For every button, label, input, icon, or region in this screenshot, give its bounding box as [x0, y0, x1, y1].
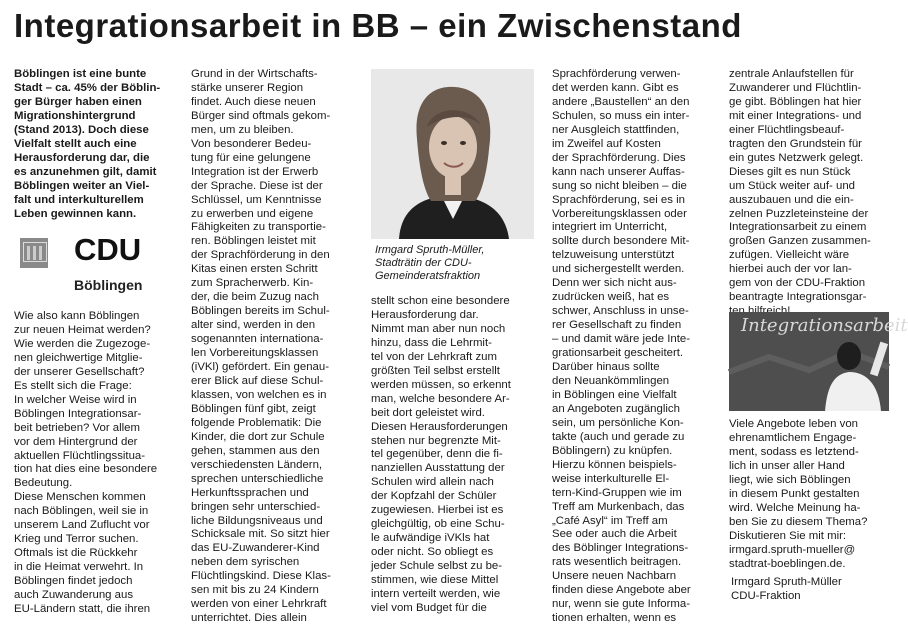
text-line: takte (auch und gerade zu — [552, 430, 685, 443]
text-line: unserem Land Zuflucht vor — [14, 519, 150, 532]
text-line: der Sprachförderung in den — [191, 249, 330, 262]
text-line: zelnen Puzzleteinsteine der — [729, 207, 869, 220]
text-line: nanziellen Ausstattung der — [371, 462, 505, 475]
text-line: der, die beim Zuzug nach — [191, 291, 319, 304]
text-line: Böblingen findet jedoch — [14, 575, 133, 588]
text-line: unterrichtet. Dies allein — [191, 612, 307, 625]
text-line: Es stellt sich die Frage: — [14, 379, 132, 392]
text-line: In welcher Weise wird in — [14, 393, 137, 406]
text-line: Fähigkeiten zu transportie- — [191, 221, 326, 234]
text-line: gleichgültig, ob eine Schu- — [371, 518, 505, 531]
page-title: Integrationsarbeit in BB – ein Zwischenstand — [14, 7, 742, 44]
text-line: ren. Böblingen leistet mit — [191, 235, 316, 248]
text-line: der Sprache. Diese ist der — [191, 179, 323, 192]
text-line: intern verteilt werden, wie — [371, 588, 501, 601]
text-line: des Böblinger Integrations- — [552, 542, 689, 555]
text-line: viel vom Budget für die — [371, 601, 487, 614]
text-line: Wie werden die Zugezoge- — [14, 337, 151, 350]
text-line: det werden kann. Gibt es — [552, 81, 679, 94]
text-line: Schicksale mit. So sitzt hier — [191, 528, 330, 541]
text-line: Schulen wird allein nach — [371, 476, 494, 489]
text-line: Flüchtlingskind. Diese Klas- — [191, 570, 331, 583]
text-line: – und damit wäre jede Inte- — [552, 333, 691, 346]
text-line: grationsarbeit gescheitert. — [552, 347, 684, 360]
column-5b-text — [729, 418, 889, 571]
text-line: alter sind, werden in den — [191, 319, 316, 332]
text-line: den Neuankömmlingen — [552, 374, 670, 387]
text-line: liegt, wie sich Böblingen — [729, 473, 851, 486]
text-line: gem von der CDU-Fraktion — [729, 277, 866, 290]
lead-paragraph — [14, 68, 176, 221]
text-line: findet. Auch diese neuen — [191, 95, 316, 108]
text-line: der Sprachförderung. Dies — [552, 151, 686, 164]
text-line: Denn wer sich nicht aus- — [552, 277, 677, 290]
text-line: Dieses gilt es nun Stück — [729, 165, 851, 178]
text-line: stellt schon eine besondere — [371, 295, 510, 307]
column-4-text — [552, 68, 714, 626]
text-line: sung so nicht bleiben – die — [552, 179, 687, 192]
text-line: (Stand 2013). Doch diese — [14, 123, 149, 136]
text-line: Grund in der Wirtschafts- — [191, 68, 318, 80]
text-line: men, um zu bleiben. — [191, 123, 294, 136]
text-line: Böblingen weiter an Viel- — [14, 179, 150, 192]
text-line: großen Ganzen zusammen- — [729, 235, 871, 248]
text-line: Sprachförderung, sei es in — [552, 193, 685, 206]
board-text: Integrationsarbeit — [741, 315, 908, 336]
text-line: stadtrat-boeblingen.de. — [729, 557, 846, 570]
column-2-text — [191, 68, 354, 626]
text-line: falt und interkulturellem — [14, 193, 144, 206]
text-line: Vielfalt stellt auch eine — [14, 137, 137, 150]
text-line: Irmgard Spruth-Müller — [731, 576, 842, 588]
text-line: Hierzu können beispiels- — [552, 458, 677, 471]
town-hall-image — [20, 238, 48, 268]
text-line: lich in unser aller Hand — [729, 459, 845, 472]
text-line: Herausforderung dar. — [371, 308, 479, 321]
text-line: stärke unserer Region — [191, 81, 304, 94]
text-line: Darüber hinaus sollte — [552, 361, 660, 374]
text-line: Irmgard Spruth-Müller, — [375, 244, 485, 256]
cdu-city: Böblingen — [74, 277, 143, 293]
text-line: Bedeutung. — [14, 477, 73, 490]
text-line: zentrale Anlaufstellen für — [729, 68, 854, 80]
text-line: ger Bürger haben einen — [14, 95, 142, 108]
text-line: schwer, Anschluss in unse- — [552, 305, 689, 318]
text-line: Zuwanderer und Flüchtlin- — [729, 81, 862, 94]
text-line: Diskutieren Sie mit mir: — [729, 529, 847, 542]
text-line: größten Teil selbst erstellt — [371, 364, 500, 377]
text-line: telzuweisung unterstützt — [552, 249, 675, 262]
text-line: Böblingen fünf gibt, zeigt — [191, 402, 316, 415]
text-line: zur neuen Heimat werden? — [14, 323, 151, 336]
text-line: Böblingen ist eine bunte — [14, 68, 147, 80]
text-line: werden müssen, so erkennt — [371, 378, 511, 391]
text-line: klassen, von welchen es in — [191, 388, 327, 401]
text-line: zufügen. Vielleicht wäre — [729, 249, 850, 262]
text-line: folgende Problematik: Die — [191, 416, 322, 429]
text-line: ment, sodass es letztend- — [729, 445, 859, 458]
text-line: weise interkulturelle El- — [552, 472, 670, 485]
text-line: beit betrieben? Vor allem — [14, 421, 141, 434]
text-line: rats wesentlich beitragen. — [552, 556, 682, 569]
text-line: man, welche besondere Ar- — [371, 392, 510, 405]
text-line: Diese Menschen kommen — [14, 491, 146, 504]
text-line: tel von der Lehrkraft zum — [371, 350, 497, 363]
text-line: irmgard.spruth-mueller@ — [729, 543, 856, 556]
text-line: Schulen, so muss ein inter- — [552, 109, 690, 122]
text-line: wird. Welche Meinung ha- — [729, 501, 861, 514]
text-line: kann nach unserer Auffas- — [552, 165, 685, 178]
text-line: Sprachförderung verwen- — [552, 68, 681, 80]
text-line: „Café Asyl“ im Treff am — [552, 514, 668, 527]
text-line: bringen sehr unterschied- — [191, 500, 321, 513]
text-line: stimmen, wie diese Mittel — [371, 574, 499, 587]
photo-caption — [375, 244, 535, 283]
text-line: werden von einer Lehrkraft — [191, 598, 327, 611]
text-line: stehen nur begrenzte Mit- — [371, 434, 501, 447]
text-line: Böblingen bereits im Schul- — [191, 305, 330, 318]
text-line: ner Ausgleich stattfinden, — [552, 123, 680, 136]
text-line: finden diese Angebote aber — [552, 584, 691, 597]
text-line: See oder auch die Arbeit — [552, 528, 677, 541]
text-line: Leben gewinnen kann. — [14, 207, 137, 220]
text-line: ge gibt. Böblingen hat hier — [729, 95, 862, 108]
text-line: tel gegenüber, denn die fi- — [371, 448, 503, 461]
text-line: sprechen unterschiedliche — [191, 472, 324, 485]
text-line: Viele Angebote leben von — [729, 418, 858, 430]
text-line: einer Flüchtlingsbeauf- — [729, 123, 845, 136]
text-line: aktuellen Flüchtlingssitua- — [14, 449, 146, 462]
text-line: sein, um persönliche Kon- — [552, 416, 684, 429]
text-line: (iVKl) gefördert. Ein genau- — [191, 361, 330, 374]
text-line: Von besonderer Bedeu- — [191, 137, 312, 150]
text-line: erer Blick auf diese Schul- — [191, 374, 324, 387]
text-line: nen gleichwertige Mitglie- — [14, 351, 143, 364]
text-line: Integration ist der Erwerb — [191, 165, 319, 178]
classroom-photo — [729, 312, 908, 411]
text-line: tern-Kind-Gruppen wie im — [552, 486, 682, 499]
text-line: verschiedensten Ländern, — [191, 458, 323, 471]
signature — [731, 576, 889, 604]
text-line: integriert im Unterricht, — [552, 221, 668, 234]
text-line: CDU-Fraktion — [731, 589, 801, 602]
text-line: vor dem Hintergrund der — [14, 435, 138, 448]
text-line: Diesen Herausforderungen — [371, 420, 508, 433]
text-line: Treff am Murkenbach, das — [552, 500, 685, 513]
text-line: das EU-Zuwanderer-Kind — [191, 542, 320, 555]
text-line: andere „Baustellen“ an den — [552, 95, 690, 108]
text-line: und sichergestellt werden. — [552, 263, 685, 276]
text-line: Herkunftssprachen und — [191, 486, 309, 499]
text-line: um Stück weiter auf- und — [729, 179, 855, 192]
text-line: tragten den Grundstein für — [729, 137, 862, 150]
column-3-text — [371, 295, 534, 616]
text-line: der Kopfzahl der Schüler — [371, 490, 497, 503]
text-line: es anzunehmen gilt, damit — [14, 165, 157, 178]
text-line: tung für eine gelungene — [191, 151, 311, 164]
text-line: sollte durch besondere Mit- — [552, 235, 690, 248]
text-line: beit dort geleistet wird. — [371, 406, 485, 419]
text-line: mit einer Integrations- und — [729, 109, 862, 122]
text-line: Vorbereitungsklassen oder — [552, 207, 687, 220]
portrait-photo — [371, 69, 534, 239]
text-line: hinzu, dass die Lehrmit- — [371, 336, 492, 349]
text-line: jeder Schule selbst zu be- — [371, 560, 503, 573]
text-line: Stadt – ca. 45% der Böblin- — [14, 81, 161, 94]
text-line: Unsere neuen Nachbarn — [552, 570, 677, 583]
text-line: Oftmals ist die Rückkehr — [14, 547, 138, 560]
cdu-logo: CDU — [74, 232, 142, 267]
text-line: Böblingern) zu knüpfen. — [552, 444, 673, 457]
text-line: gehen, stammen aus den — [191, 444, 320, 457]
text-line: auszubauen und die ein- — [729, 193, 854, 206]
text-line: zu erwerben und eigene — [191, 207, 314, 220]
text-line: im Zweifel auf Kosten — [552, 137, 661, 150]
text-line: ben Sie zu diesem Thema? — [729, 515, 868, 528]
text-line: len Vorbereitungsklassen — [191, 347, 319, 360]
text-line: ein gutes Netzwerk gelegt. — [729, 151, 864, 164]
text-line: Kinder, die dort zur Schule — [191, 430, 325, 443]
text-line: Stadträtin der CDU- — [375, 257, 472, 269]
column-5-text — [729, 68, 889, 319]
text-line: rer Gesellschaft zu finden — [552, 319, 682, 332]
text-line: Herausforderung dar, die — [14, 151, 150, 164]
text-line: Nimmt man aber nun noch — [371, 322, 506, 335]
text-line: an Angeboten zugänglich — [552, 402, 680, 415]
text-line: EU-Ländern statt, die ihren — [14, 603, 151, 616]
text-line: oder nicht. So obliegt es — [371, 546, 494, 559]
text-line: Migrationshintergrund — [14, 109, 136, 122]
text-line: in diesem Punkt gestalten — [729, 487, 860, 500]
text-line: beantragte Integrationsgar- — [729, 291, 867, 304]
cdu-logo-block — [14, 232, 176, 300]
text-line: der unserer Gesellschaft? — [14, 365, 145, 378]
text-line: Krieg und Terror suchen. — [14, 533, 139, 546]
text-line: Schlüssel, um Kenntnisse — [191, 193, 322, 206]
text-line: auch Zuwanderung aus — [14, 589, 134, 602]
text-line: zum Spracherwerb. Kin- — [191, 277, 314, 290]
text-line: zudrücken weiß, hat es — [552, 291, 670, 304]
text-line: sogenannten internationa- — [191, 333, 324, 346]
portrait-illustration — [371, 69, 534, 239]
text-line: nur, wenn sie gute Informa- — [552, 598, 691, 611]
text-line: in Böblingen eine Vielfalt — [552, 388, 677, 401]
text-line: Böblingen Integrationsar- — [14, 407, 142, 420]
text-line: Integrationsarbeit zu einem — [729, 221, 867, 234]
text-line: Gemeinderatsfraktion — [375, 270, 481, 282]
text-line: hierbei auch der vor lan- — [729, 263, 852, 276]
text-line: tionen erhalten, wenn es — [552, 612, 677, 625]
text-line: in die Heimat verwehrt. In — [14, 561, 144, 574]
text-line: zugewiesen. Hierbei ist es — [371, 504, 504, 517]
text-line: ehrenamtlichem Engage- — [729, 431, 857, 444]
text-line: tion hat dies eine besondere — [14, 463, 158, 476]
text-line: neben dem syrischen — [191, 556, 300, 569]
text-line: liche Bildungsniveaus und — [191, 514, 323, 527]
text-line: Wie also kann Böblingen — [14, 310, 140, 322]
text-line: nach Böblingen, weil sie in — [14, 505, 149, 518]
text-line: sen mit bis zu 24 Kindern — [191, 584, 319, 597]
column-1-text — [14, 310, 176, 617]
text-line: Bürger sind oftmals gekom- — [191, 109, 331, 122]
text-line: Kitas einen ersten Schritt — [191, 263, 318, 276]
text-line: le aufwändige iVKls hat — [371, 532, 490, 545]
